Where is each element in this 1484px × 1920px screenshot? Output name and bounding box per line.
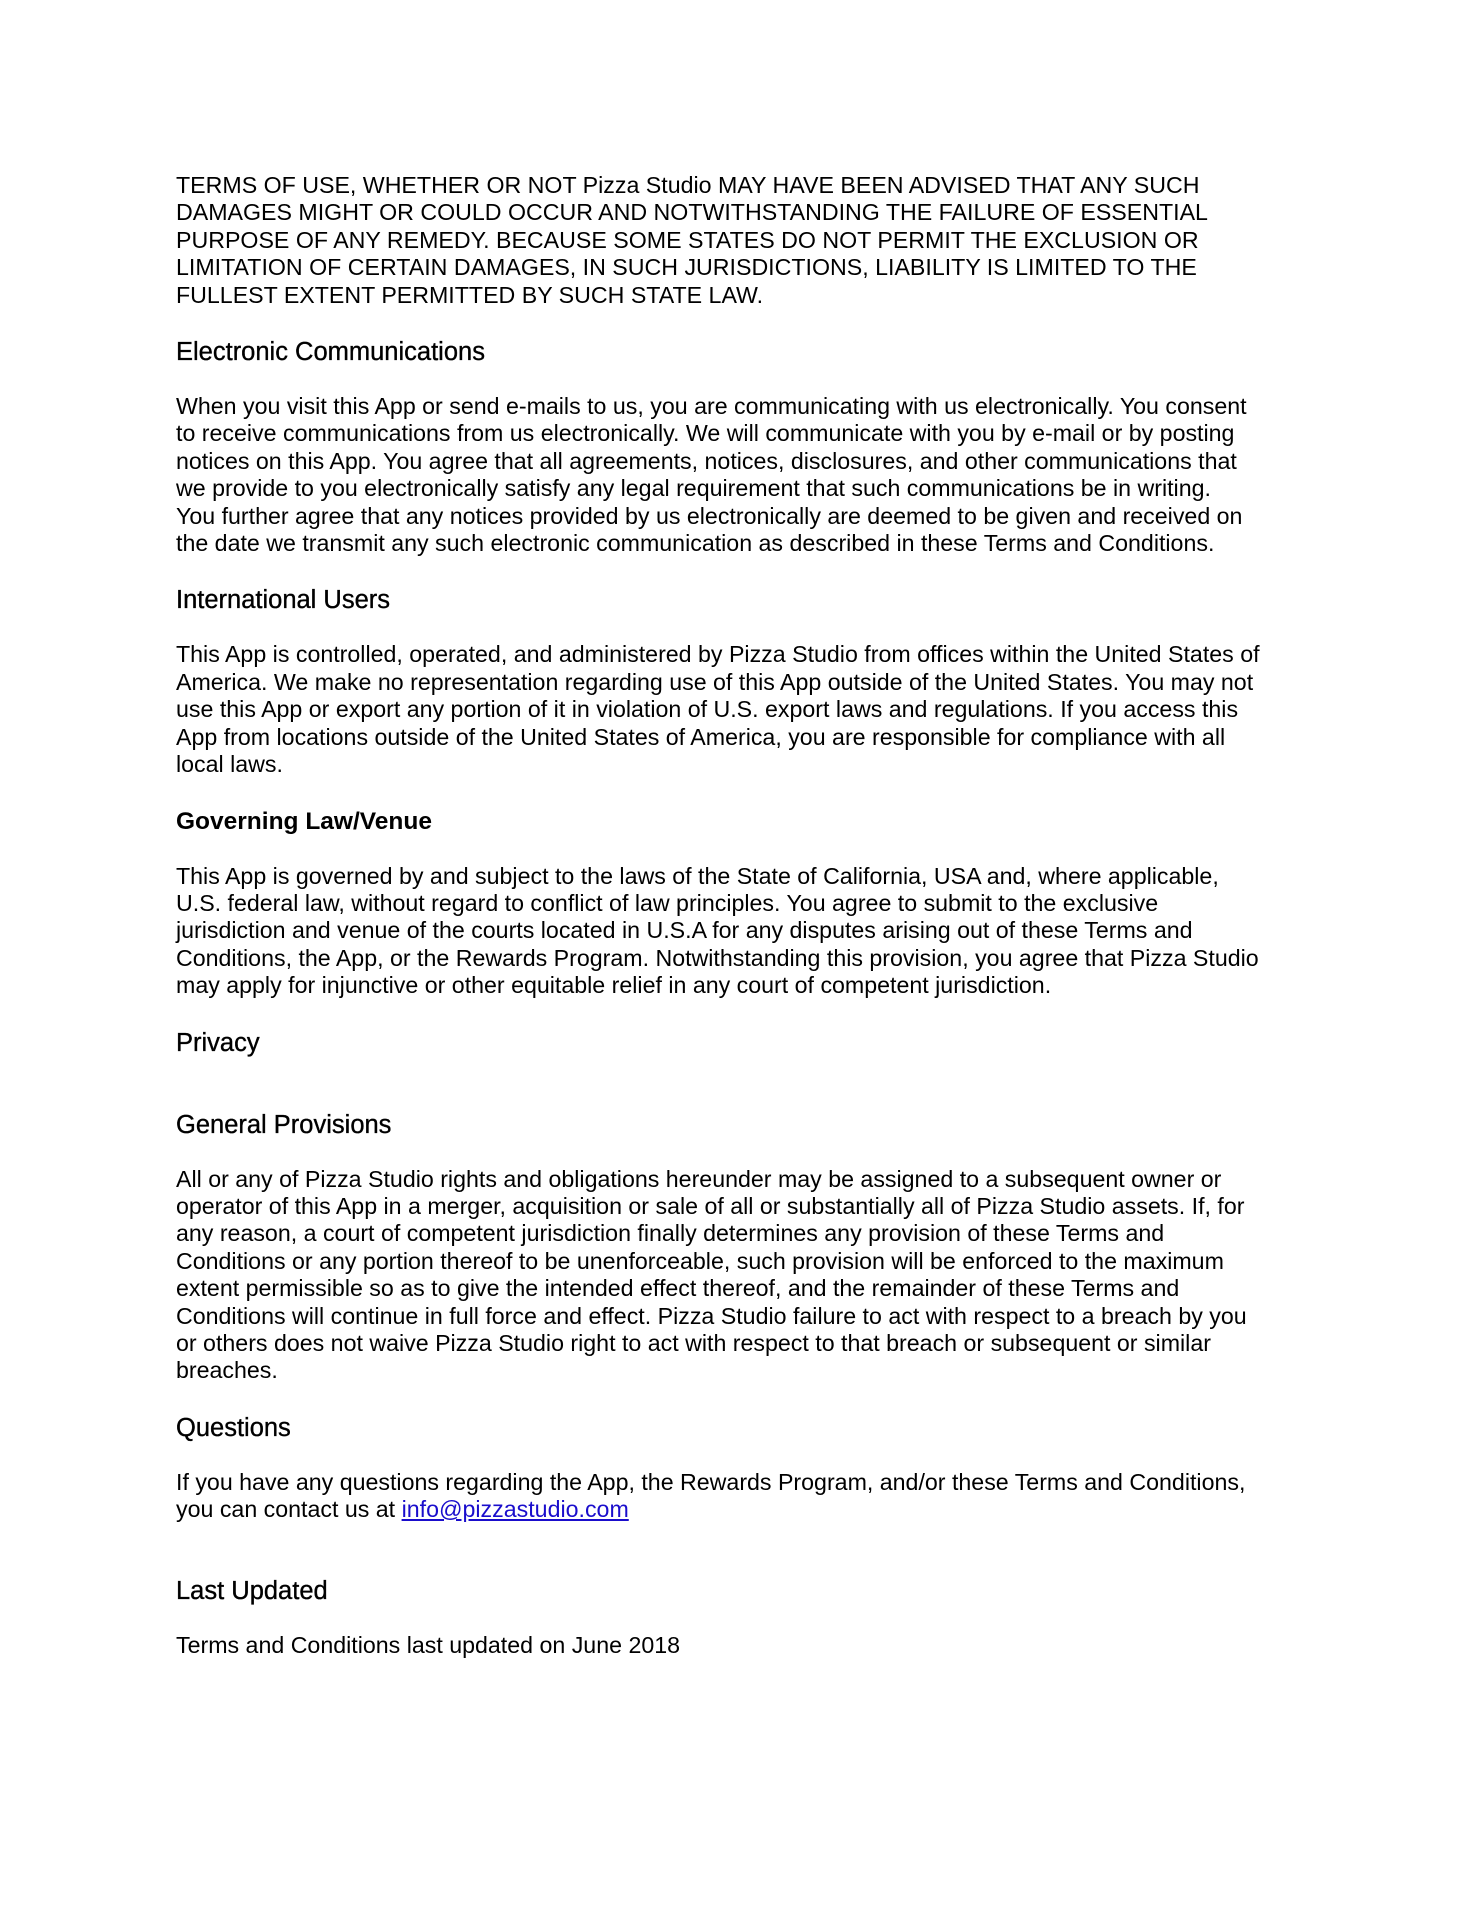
heading-privacy: Privacy xyxy=(176,1028,260,1057)
heading-general-provisions: General Provisions xyxy=(176,1110,392,1139)
document-content xyxy=(176,172,1316,1659)
intro-paragraph: TERMS OF USE, WHETHER OR NOT Pizza Studio MAY HAVE BEEN ADVISED THAT ANY SUCH DAMAGES MIGHT OR COULD OCCUR AND NOTWITHSTANDING THE FAILURE OF ESSENTIAL PURPOSE OF ANY REMEDY. BECAUSE SOME STATES DO NOT PERMIT THE EXCLUSION OR LIMITATION OF CERTAIN DAMAGES, IN SUCH JURISDICTIONS, LIABILITY IS LIMITED TO THE FULLEST EXTENT PERMITTED BY SUCH STATE LAW. xyxy=(176,172,1208,308)
paragraph-electronic-communications: When you visit this App or send e-mails to us, you are communicating with us electronically. You consent to receive communications from us electronically. We will communicate with you by e-mail or by posting notices on this App. You agree that all agreements, notices, disclosures, and other communications that we provide to you electronically satisfy any legal requirement that such communications be in writing. You further agree that any notices provided by us electronically are deemed to be given and received on the date we transmit any such electronic communication as described in these Terms and Conditions. xyxy=(176,393,1247,557)
paragraph-governing-law: This App is governed by and subject to the laws of the State of California, USA and, where applicable, U.S. federal law, without regard to conflict of law principles. You agree to submit to the exclusive jurisdiction and venue of the courts located in U.S.A for any disputes arising out of these Terms and Conditions, the App, or the Rewards Program. Notwithstanding this provision, you agree that Pizza Studio may apply for injunctive or other equitable relief in any court of competent jurisdiction. xyxy=(176,862,1259,999)
paragraph-questions xyxy=(176,1469,1316,1524)
paragraph-international-users: This App is controlled, operated, and administered by Pizza Studio from offices within the United States of America. We make no representation regarding use of this App outside of the United States. You may not use this App or export any portion of it in violation of U.S. export laws and regulations. If you access this App from locations outside of the United States of America, you are responsible for compliance with all local laws. xyxy=(176,641,1260,778)
heading-electronic-communications: Electronic Communications xyxy=(176,338,485,367)
heading-questions: Questions xyxy=(176,1413,291,1442)
heading-last-updated: Last Updated xyxy=(176,1576,328,1605)
questions-text: If you have any questions regarding the App, the Rewards Program, and/or these Terms and Conditions, you can contact us at xyxy=(176,1468,1246,1523)
contact-email-link[interactable]: info@pizzastudio.com xyxy=(401,1496,629,1523)
paragraph-general-provisions: All or any of Pizza Studio rights and obligations hereunder may be assigned to a subsequent owner or operator of this App in a merger, acquisition or sale of all or substantially all of Pizza Studio assets. If, for any reason, a court of competent jurisdiction finally determines any provision of these Terms and Conditions or any portion thereof to be unenforceable, such provision will be enforced to the maximum extent permissible so as to give the intended effect thereof, and the remainder of these Terms and Conditions will continue in full force and effect. Pizza Studio failure to act with respect to a breach by you or others does not waive Pizza Studio right to act with respect to that breach or subsequent or similar breaches. xyxy=(176,1165,1247,1384)
paragraph-last-updated: Terms and Conditions last updated on June 2018 xyxy=(176,1631,681,1658)
heading-governing-law: Governing Law/Venue xyxy=(176,807,432,835)
heading-international-users: International Users xyxy=(176,586,391,615)
